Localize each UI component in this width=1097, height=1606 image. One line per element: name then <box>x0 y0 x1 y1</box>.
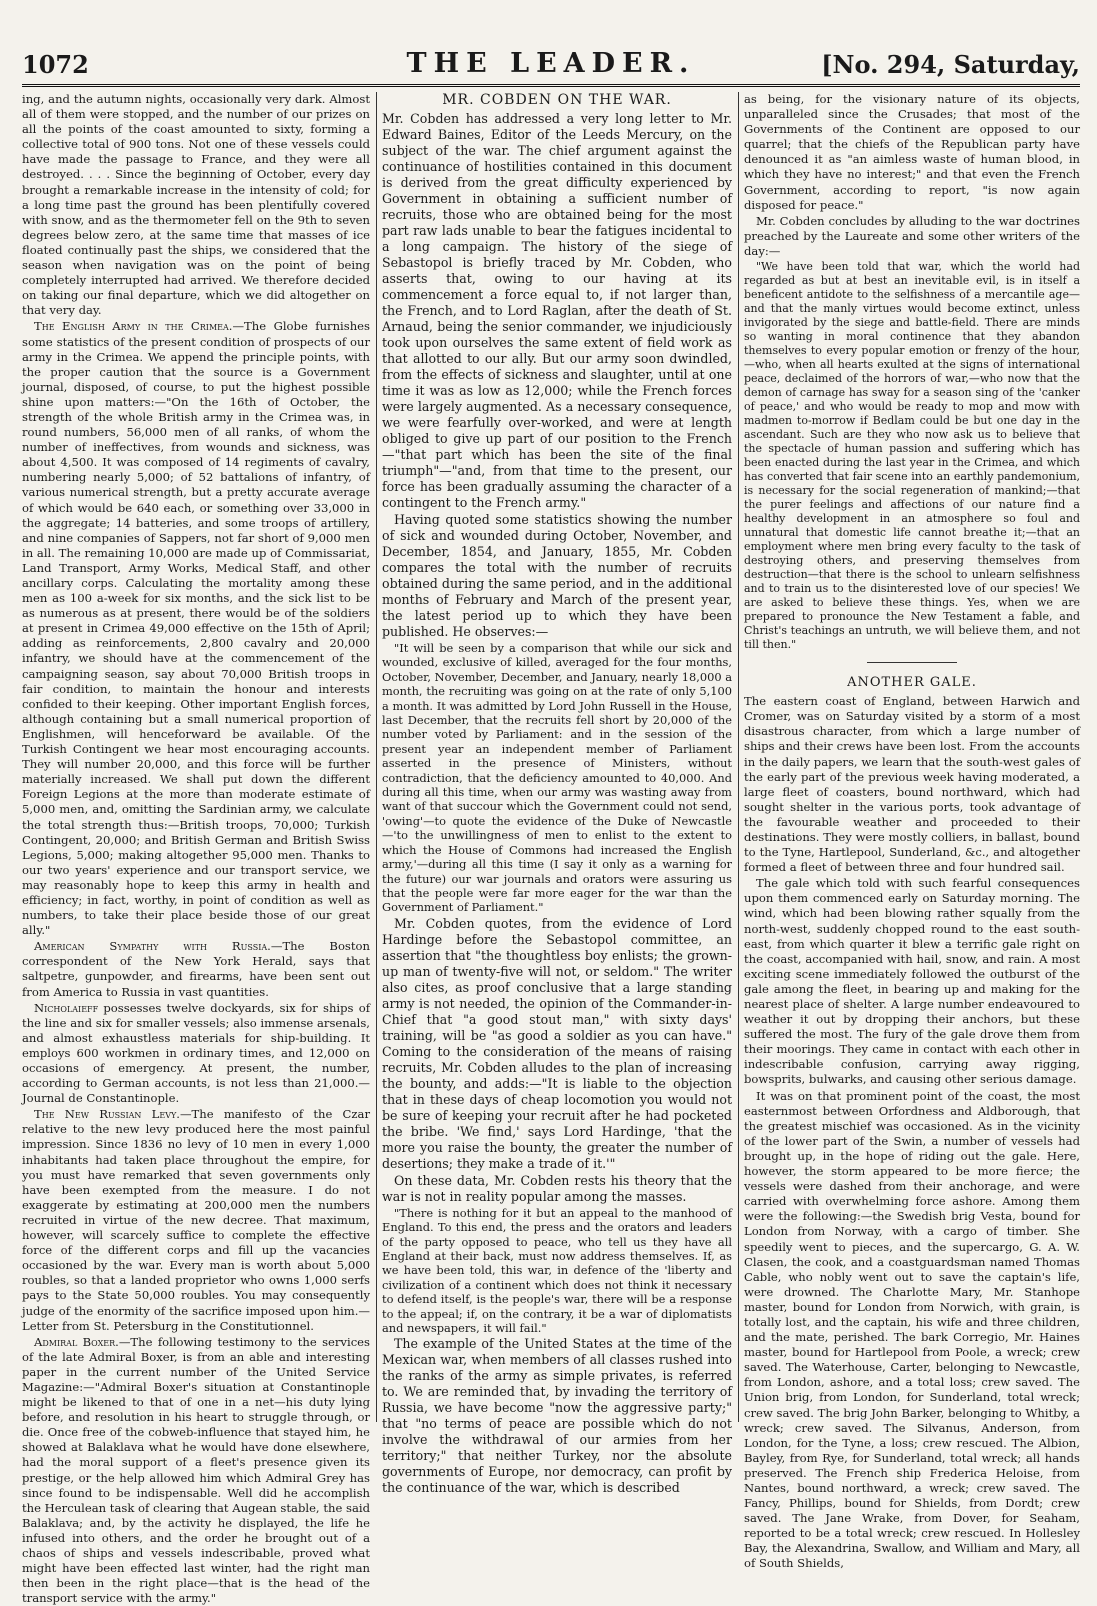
block-quote: "We have been told that war, which the world had regarded as but at best an inevitable evil, is in itself a beneficent antidote to the selfishness of a mercantile age—and that the manly virtues would become extinct, unless invigorated by the siege and battle-field. There are minds so wanting in moral continence that they abandon themselves to every popular emotion or frenzy of the hour,—who, when all hearts exulted at the signs of international peace, declaimed of the horrors of war,—who now that the demon of carnage has sway for a season sing of the 'canker of peace,' and who would be ready to mop and mow with madmen to-morrow if Bedlam could be but one day in the ascendant. Such are they who now ask us to believe that the spectacle of human passion and suffering which has been enacted during the last year in the Crimea, and which has converted that fair scene into an earthly pandemonium, is necessary for the social regeneration of mankind;—that the purer feelings and affections of our nature find a healthy development in an atmosphere so foul and unnatural that domestic life cannot breathe it;—that an employment where men bring every faculty to the task of destroying others, and preserving themselves from destruction—that there is the school to unlearn selfishness and to train us to the disinterested love of our species! We are asked to believe these things. Yes, when we are prepared to pronounce the New Testament a fable, and Christ's teachings an untruth, we will believe them, and not till then." <box>744 260 1080 652</box>
run-in-heading: American Sympathy with Russia. <box>34 939 271 954</box>
paragraph <box>22 319 370 938</box>
paragraph: Mr. Cobden has addressed a very long letter to Mr. Edward Baines, Editor of the Leeds Mercury, on the subject of the war. The chief argument against the continuance of hostilities contained in this document is derived from the great difficulty experienced by Government in obtaining a sufficient number of recruits, those who are obtained being for the most part raw lads unable to bear the fatigues incidental to a long campaign. The history of the siege of Sebastopol is briefly traced by Mr. Cobden, who asserts that, owing to our having at its commencement a force equal to, if not larger than, the French, and to Lord Raglan, after the death of St. Arnaud, being the senior commander, we injudiciously took upon ourselves the same extent of field work as that allotted to our ally. But our army soon dwindled, from the effects of sickness and slaughter, until at one time it was as low as 12,000; while the French forces were largely augmented. As a necessary consequence, we were fearfully over-worked, and were at length obliged to give up part of our position to the French—"that part which has been the site of the final triumph"—"and, from that time to the present, our force has been gradually assuming the character of a contingent to the French army." <box>382 111 732 510</box>
column-rule <box>738 92 739 1422</box>
paragraph <box>22 1001 370 1107</box>
run-in-heading: The New Russian Levy. <box>34 1107 180 1122</box>
paragraph <box>22 1335 370 1606</box>
paragraph: Mr. Cobden concludes by alluding to the war doctrines preached by the Laureate and some other writers of the day:— <box>744 213 1080 258</box>
column-1 <box>22 92 370 1606</box>
paragraph: The example of the United States at the time of the Mexican war, when members of all classes rushed into the ranks of the army as simple privates, is referred to. We are reminded that, by invading the territory of Russia, we have become "now the aggressive party;" that "no terms of peace are possible which do not involve the withdrawal of our armies from her territory;" that neither Turkey, nor the absolute governments of Europe, nor democracy, can profit by the continuance of the war, which is described <box>382 1336 732 1496</box>
paragraph <box>22 1107 370 1333</box>
paragraph: The eastern coast of England, between Harwich and Cromer, was on Saturday visited by a storm of a most disastrous character, from which a large number of ships and their crews have been lost. From the accounts in the daily papers, we learn that the south-west gales of the early part of the previous week having moderated, a large fleet of coasters, bound northward, which had sought shelter in the various ports, took advantage of the favourable weather and proceeded to their destinations. They were mostly colliers, in ballast, bound to the Tyne, Hartlepool, Sunderland, &c., and altogether formed a fleet of between three and four hundred sail. <box>744 694 1080 875</box>
columns <box>22 92 1080 1606</box>
page-number: 1072 <box>22 50 89 79</box>
column-2 <box>382 92 732 1496</box>
paragraph <box>22 939 370 999</box>
block-quote: "It will be seen by a comparison that while our sick and wounded, exclusive of killed, averaged for the four months, October, November, December, and January, nearly 18,000 a month, the recruiting was going on at the rate of only 5,100 a month. It was admitted by Lord John Russell in the House, last December, that the recruits fell short by 20,000 of the number voted by Parliament: and in the session of the present year an independent member of Parliament asserted in the presence of Ministers, without contradiction, that the deficiency amounted to 40,000. And during all this time, when our army was wasting away from want of that succour which the Government could not send, 'owing'—to quote the evidence of the Duke of Newcastle—'to the unwillingness of men to enlist to the extent to which the House of Commons had increased the English army,'—during all this time (I say it only as a warning for the future) our war journals and orators were assuring us that the people were far more eager for the war than the Government of Parliament." <box>382 641 732 915</box>
paragraph: On these data, Mr. Cobden rests his theory that the war is not in reality popular among the masses. <box>382 1172 732 1204</box>
run-in-heading: Nicholaieff <box>34 1000 99 1015</box>
paragraph-text: —The Boston correspondent of the New York Herald, says that saltpetre, gunpowder, and firearms, have been sent out from America to Russia in vast quantities. <box>22 939 370 999</box>
run-in-heading: The English Army in the Crimea. <box>34 319 233 334</box>
paragraph: Mr. Cobden quotes, from the evidence of Lord Hardinge before the Sebastopol committee, an assertion that "the thoughtless boy enlists; the grown-up man of twenty-five will not, or seldom." The writer also cites, as proof conclusive that a large standing army is not needed, the opinion of the Commander-in-Chief that "a good stout man," with sixty days' training, will be "as good a soldier as you can have." Coming to the consideration of the means of raising recruits, Mr. Cobden alludes to the plan of increasing the bounty, and adds:—"It is liable to the objection that in these days of cheap locomotion you would not be sure of keeping your recruit after he had pocketed the bribe. 'We find,' says Lord Hardinge, 'that the more you raise the bounty, the greater the number of desertions; they make a trade of it.'" <box>382 915 732 1171</box>
paragraph: as being, for the visionary nature of its objects, unparalleled since the Crusades; that most of the Governments of the Continent are opposed to our quarrel; that the chiefs of the Republican party have denounced it as "an aimless waste of human blood, in which they have no interest;" and that even the French Government, according to report, "is now again disposed for peace." <box>744 92 1080 212</box>
paragraph: Having quoted some statistics showing the number of sick and wounded during October, November, and December, 1854, and January, 1855, Mr. Cobden compares the total with the number of recruits obtained during the same period, and in the additional months of February and March of the present year, the latest period up to which they have been published. He observes:— <box>382 512 732 639</box>
column-3 <box>744 92 1080 1571</box>
paragraph-text: —The manifesto of the Czar relative to the new levy produced here the most painful impression. Since 1836 no levy of 10 men in every 1,000 inhabitants had taken place throughout the empire, for you must have remarked that seven governments only have been exempted from the measure. I do not exaggerate by estimating at 200,000 men the numbers recruited in virtue of the new decree. That maximum, however, will scarcely suffice to complete the effective force of the different corps and fill up the vacancies occasioned by the war. Every man is worth about 5,000 roubles, so that a landed proprietor who owns 1,000 serfs pays to the State 50,000 roubles. You may consequently judge of the enormity of the sacrifice imposed upon him.—Letter from St. Petersburg in the Constitutionnel. <box>22 1107 370 1333</box>
issue-label: [No. 294, Saturday, <box>821 50 1080 79</box>
divider <box>867 662 957 663</box>
paragraph: The gale which told with such fearful consequences upon them commenced early on Saturday morning. The wind, which had been blowing rather squally from the north-west, suddenly chopped round to the east south-east, from which quarter it blew a terrific gale right on the coast, accompanied with hail, snow, and rain. A most exciting scene immediately followed the outburst of the gale among the fleet, in bearing up and making for the nearest place of shelter. A large number endeavoured to weather it out by dropping their anchors, but these suffered the most. The fury of the gale drove them from their moorings. They came in contact with each other in indescribable confusion, carrying away rigging, bowsprits, bulwarks, and causing other serious damage. <box>744 876 1080 1087</box>
column-rule <box>376 92 377 1422</box>
run-in-heading: Admiral Boxer. <box>34 1334 119 1349</box>
publication-title: THE LEADER. <box>406 48 696 79</box>
paragraph-text: —The Globe furnishes some statistics of the present condition of prospects of our army in the Crimea. We append the principle points, with the proper caution that the source is a Government journal, disposed, of course, to put the highest possible shine upon matters:—"On the 16th of October, the strength of the whole British army in the Crimea was, in round numbers, 56,000 men of all ranks, of whom the number of ineffectives, from wounds and sickness, was about 4,500. It was composed of 14 regiments of cavalry, numbering nearly 5,000; of 52 battalions of infantry, of various numerical strength, but a pretty accurate average of which would be 640 each, or something over 33,000 in the aggregate; 14 batteries, and some troops of artillery, and nine companies of Sappers, not far short of 9,000 men in all. The remaining 10,000 are made up of Commissariat, Land Transport, Army Works, Medical Staff, and other ancillary corps. Calculating the mortality among these men as 100 a-week for six months, and the sick list to be as numerous as at present, there would be of the soldiers at present in Crimea 49,000 effective on the 15th of April; adding as reinforcements, 2,800 cavalry and 20,000 infantry, we should have at the commencement of the campaigning season, say about 70,000 British troops in fair condition, to maintain the honour and interests confided to their keeping. Other important English forces, although containing but a small numerical proportion of Englishmen, will henceforward be available. Of the Turkish Contingent we hear most encouraging accounts. They will number 20,000, and this force will be further materially increased. We shall put down the different Foreign Legions at the more than moderate estimate of 5,000 men, and, omitting the Sardinian army, we calculate the total strength thus:—British troops, 70,000; Turkish Contingent, 20,000; and British German and British Swiss Legions, 5,000; making altogether 95,000 men. Thanks to our two years' experience and our transport service, we may reasonably hope to keep this army in health and efficiency; in fact, worthy, in point of condition as well as numbers, to take their place beside those of our great ally." <box>22 319 370 938</box>
paragraph-text: —The following testimony to the services of the late Admiral Boxer, is from an able and interesting paper in the current number of the United Service Magazine:—"Admiral Boxer's situation at Constantinople might be likened to that of one in a net—his duty lying before, and resolution in his heart to struggle through, or die. Once free of the cobweb-influence that stayed him, he showed at Balaklava what he would have done elsewhere, had the moral support of a fleet's presence given its prestige, or the help allowed him which Admiral Grey has since found to be indispensable. Well did he accomplish the Herculean task of clearing that Augean stable, the said Balaklava; and, by the activity he displayed, the life he infused into others, and the order he brought out of a chaos of ships and vessels indescribable, proved what might have been effected last winter, had the right man then been in the right place—that is the head of the transport service with the army." <box>22 1334 370 1606</box>
masthead <box>22 44 1080 87</box>
article-heading: ANOTHER GALE. <box>847 675 977 691</box>
paragraph-text: possesses twelve dockyards, six for ships of the line and six for smaller vessels; also immense arsenals, and almost exhaustless materials for ship-building. It employs 600 workmen in ordinary times, and 12,000 on occasions of emergency. At present, the number, according to German accounts, is not less than 21,000.—Journal de Constantinople. <box>22 1000 370 1106</box>
paragraph: ing, and the autumn nights, occasionally very dark. Almost all of them were stopped, and the number of our prizes on all the points of the coast amounted to sixty, forming a collective total of 900 tons. Not one of these vessels could have made the passage to France, and they were all destroyed. . . . Since the beginning of October, every day brought a remarkable increase in the intensity of cold; for a long time past the ground has been plentifully covered with snow, and as the thermometer fell on the 9th to seven degrees below zero, at the same time that masses of ice floated continually past the ships, we considered that the season when navigation was on the point of being completely interrupted had arrived. We therefore decided on taking our final departure, which we did altogether on that very day. <box>22 92 370 318</box>
article-heading: MR. COBDEN ON THE WAR. <box>442 92 672 108</box>
paragraph: It was on that prominent point of the coast, the most easternmost between Orfordness and Aldborough, that the greatest mischief was occasioned. As in the vicinity of the lower part of the Swin, a number of vessels had brought up, in the hope of riding out the gale. Here, however, the storm appeared to be more fierce; the vessels were dashed from their anchorage, and were carried with overwhelming force ashore. Among them were the following:—the Swedish brig Vesta, bound for London from Norway, with a cargo of timber. She speedily went to pieces, and the supercargo, G. A. W. Clasen, the cook, and a coastguardsman named Thomas Cable, who nobly went out to save the captain's life, were drowned. The Charlotte Mary, Mr. Stanhope master, bound for London from Norwich, with grain, is totally lost, and the captain, his wife and three children, and the mate, perished. The bark Corregio, Mr. Haines master, bound for Hartlepool from Poole, a wreck; crew saved. The Waterhouse, Carter, belonging to Newcastle, from London, ashore, and a total loss; crew saved. The Union brig, from London, for Sunderland, total wreck; crew saved. The brig John Barker, belonging to Whitby, a wreck; crew saved. The Silvanus, Anderson, from London, for the Tyne, a loss; crew rescued. The Albion, Bayley, from Rye, for Sunderland, total wreck; all hands preserved. The French ship Frederica Heloise, from Nantes, bound northward, a wreck; crew saved. The Fancy, Phillips, bound for Shields, from Dordt; crew saved. The Jane Wrake, from Dover, for Seaham, reported to be a total wreck; crew rescued. In Hollesley Bay, the Alexandrina, Swallow, and William and Mary, all of South Shields, <box>744 1088 1080 1571</box>
block-quote: "There is nothing for it but an appeal to the manhood of England. To this end, the press and the orators and leaders of the party opposed to peace, who tell us they have all England at their back, must now address themselves. If, as we have been told, this war, in defence of the 'liberty and civilization of a continent which does not think it necessary to defend itself, is the people's war, there will be a response to the appeal; if, on the contrary, it be a war of diplomatists and newspapers, it will fail." <box>382 1205 732 1335</box>
